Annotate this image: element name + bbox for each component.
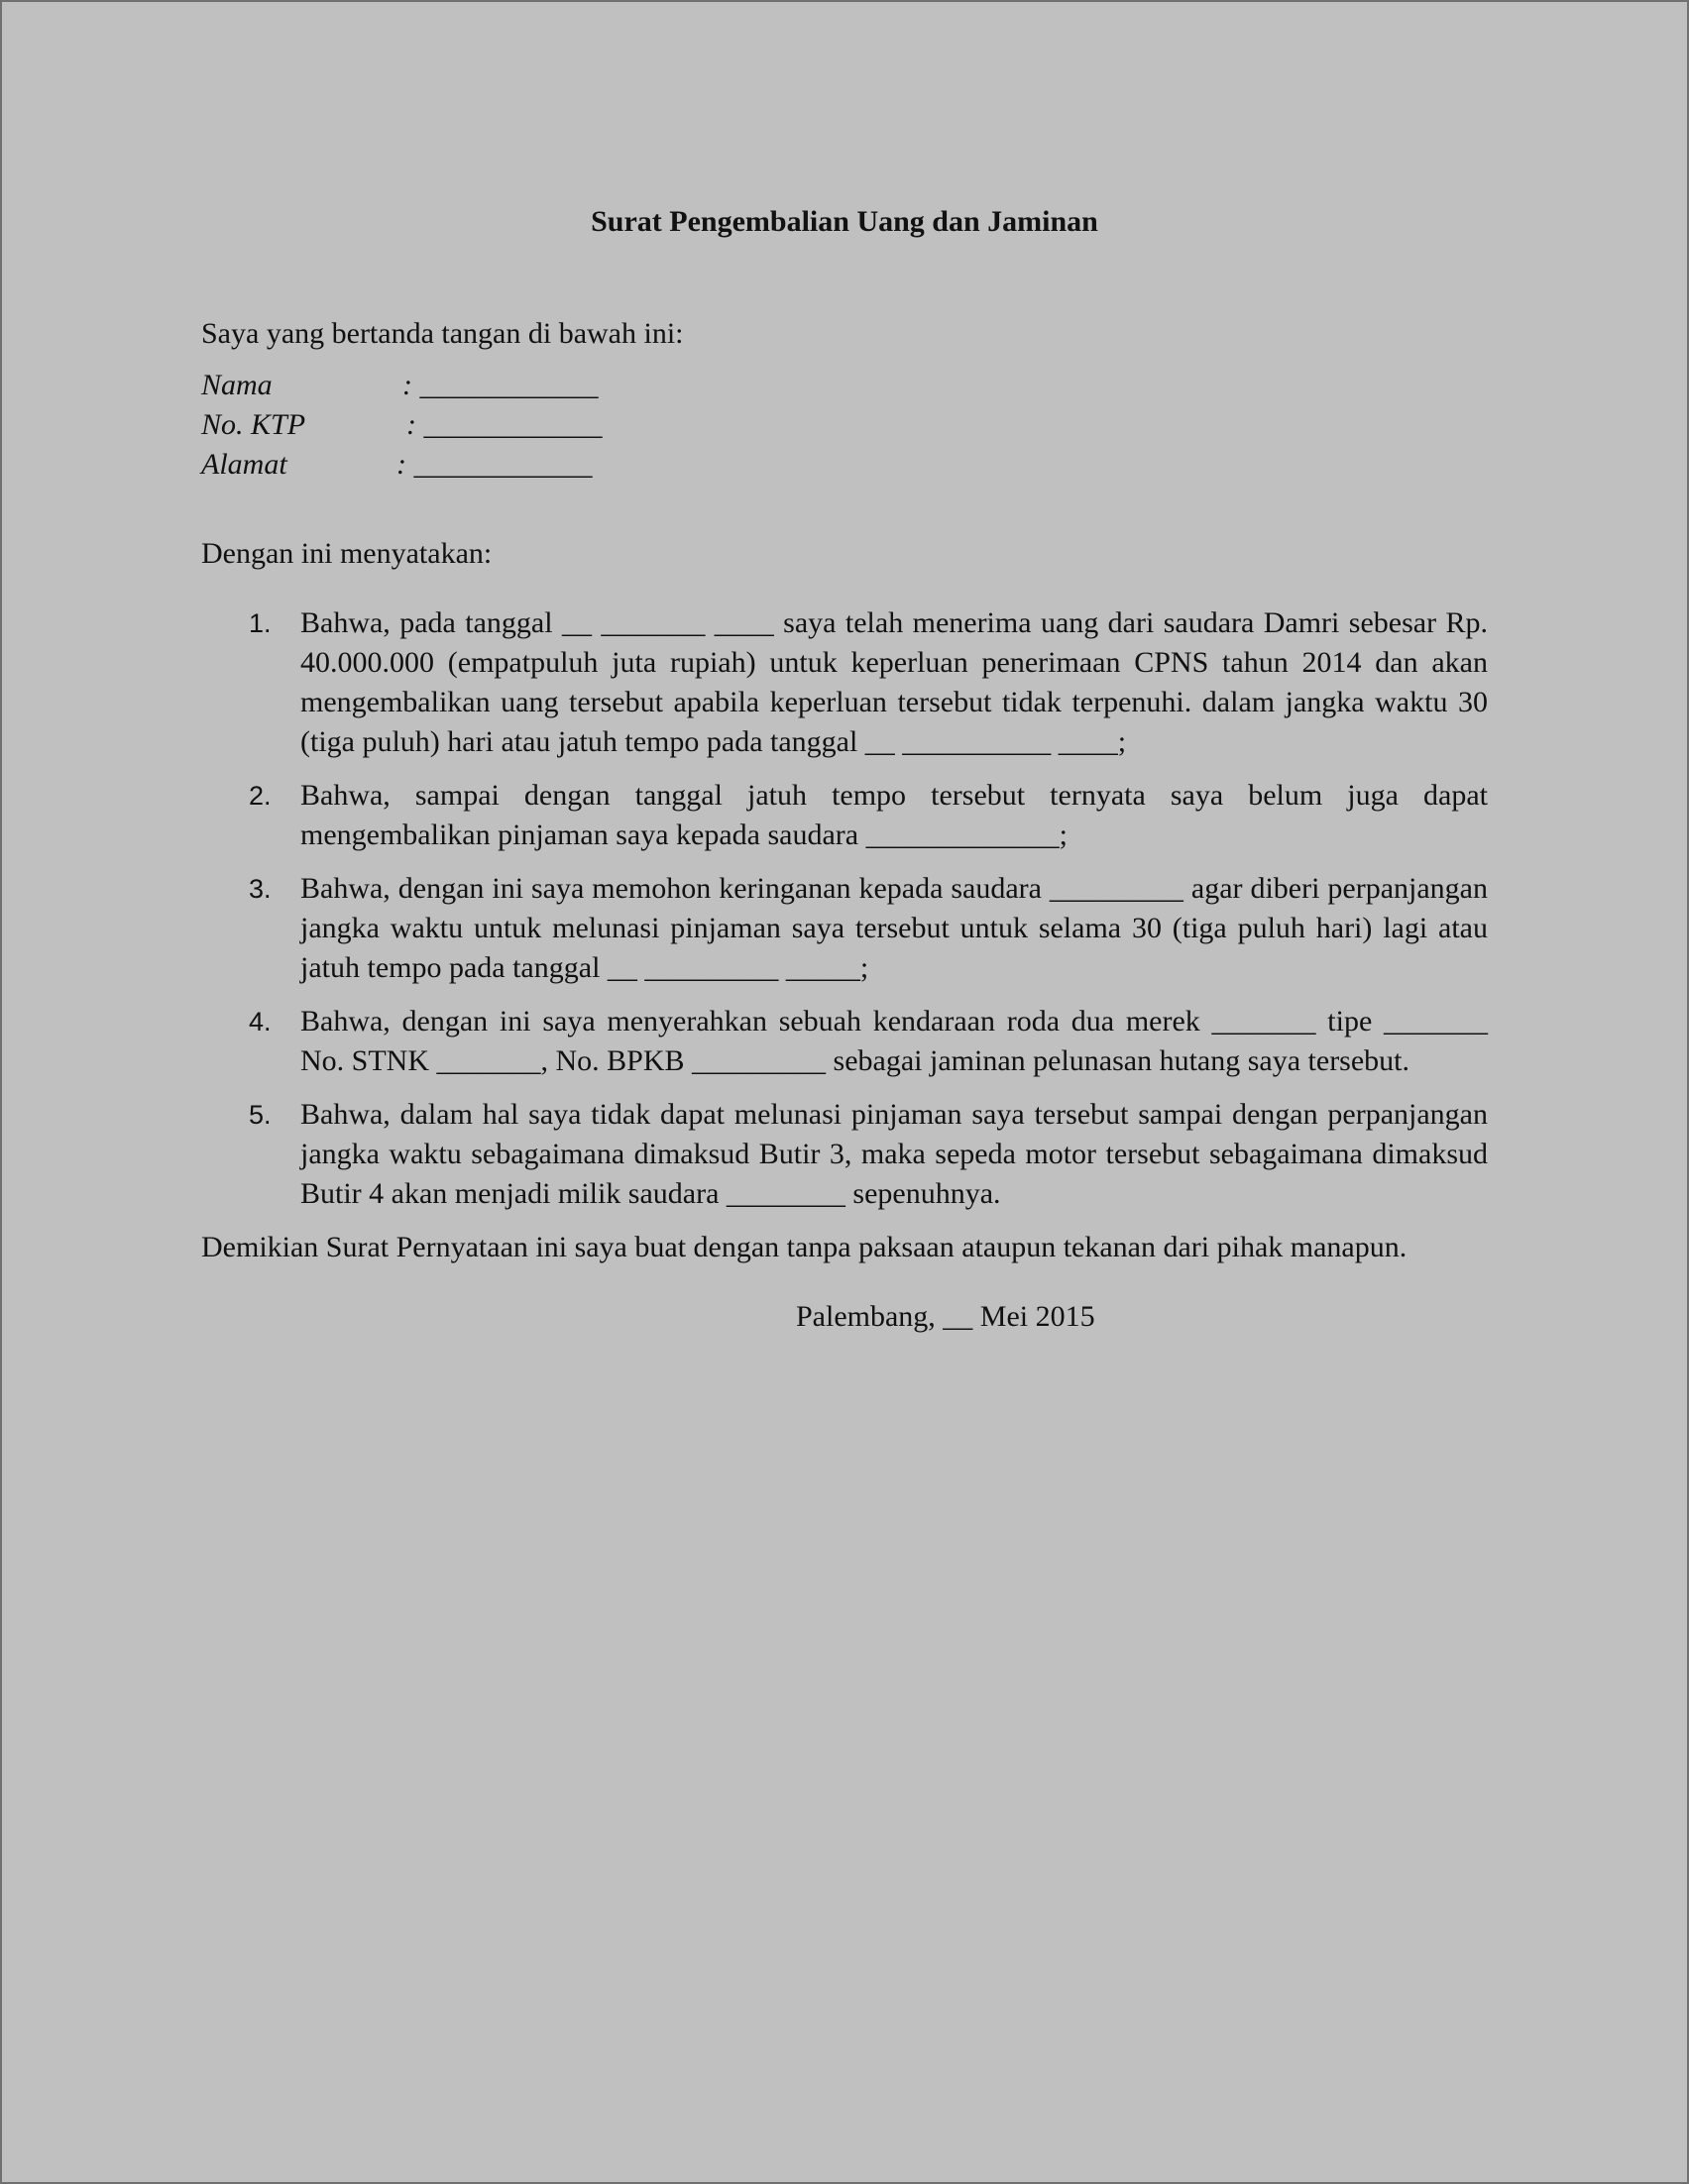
item-number: 3.	[249, 874, 272, 904]
item-text: Bahwa, pada tanggal __ _______ ____ saya telah menerima uang dari saudara Damri sebesar Rp. 40.000.000 (empatpuluh juta rupiah) untuk keperluan penerimaan CPNS tahun 2014 dan akan mengembalikan uang tersebut apabila keperluan tersebut tidak terpenuhi. dalam jangka waktu 30 (tiga puluh) hari atau jatuh tempo pada tanggal __ __________ ____;	[300, 606, 1488, 758]
place-date: Palembang, __ Mei 2015	[796, 1300, 1095, 1333]
field-no-ktp	[201, 405, 1488, 445]
list-item	[201, 1002, 1488, 1081]
intro-text: Saya yang bertanda tangan di bawah ini:	[201, 317, 684, 350]
field-label: Nama	[201, 369, 273, 401]
identity-fields	[201, 366, 1488, 485]
field-label: No. KTP	[201, 408, 306, 441]
item-text: Bahwa, dalam hal saya tidak dapat melunasi pinjaman saya tersebut sampai dengan perpanjangan jangka waktu sebagaimana dimaksud Butir 3, maka sepeda motor tersebut sebagaimana dimaksud Butir 4 akan menjadi milik saudara ________ sepenuhnya.	[300, 1098, 1488, 1210]
list-item	[201, 1095, 1488, 1214]
field-nama	[201, 366, 1488, 405]
item-text: Bahwa, dengan ini saya menyerahkan sebuah kendaraan roda dua merek _______ tipe _______ No. STNK _______, No. BPKB _________ sebagai jaminan pelunasan hutang saya tersebut.	[300, 1005, 1488, 1077]
item-number: 4.	[249, 1007, 272, 1037]
field-blank: : ____________	[402, 369, 599, 401]
field-alamat	[201, 445, 1488, 485]
closing-text: Demikian Surat Pernyataan ini saya buat dengan tanpa paksaan ataupun tekanan dari pihak manapun.	[201, 1231, 1408, 1263]
document-title: Surat Pengembalian Uang dan Jaminan	[591, 205, 1098, 238]
item-number: 1.	[249, 608, 272, 638]
item-number: 5.	[249, 1100, 272, 1130]
statement-intro: Dengan ini menyatakan:	[201, 537, 493, 570]
statement-list	[201, 603, 1488, 1214]
field-blank: : ____________	[396, 448, 593, 481]
field-blank: : ____________	[406, 408, 603, 441]
item-text: Bahwa, dengan ini saya memohon keringanan kepada saudara _________ agar diberi perpanjangan jangka waktu untuk melunasi pinjaman saya tersebut untuk selama 30 (tiga puluh hari) lagi atau jatuh tempo pada tanggal __ _________ _____;	[300, 872, 1488, 984]
document-body	[201, 314, 1488, 1366]
item-text: Bahwa, sampai dengan tanggal jatuh tempo tersebut ternyata saya belum juga dapat mengembalikan pinjaman saya kepada saudara _____________;	[300, 779, 1488, 851]
field-label: Alamat	[201, 448, 287, 481]
list-item	[201, 776, 1488, 855]
item-number: 2.	[249, 781, 272, 811]
list-item	[201, 869, 1488, 988]
list-item	[201, 603, 1488, 762]
